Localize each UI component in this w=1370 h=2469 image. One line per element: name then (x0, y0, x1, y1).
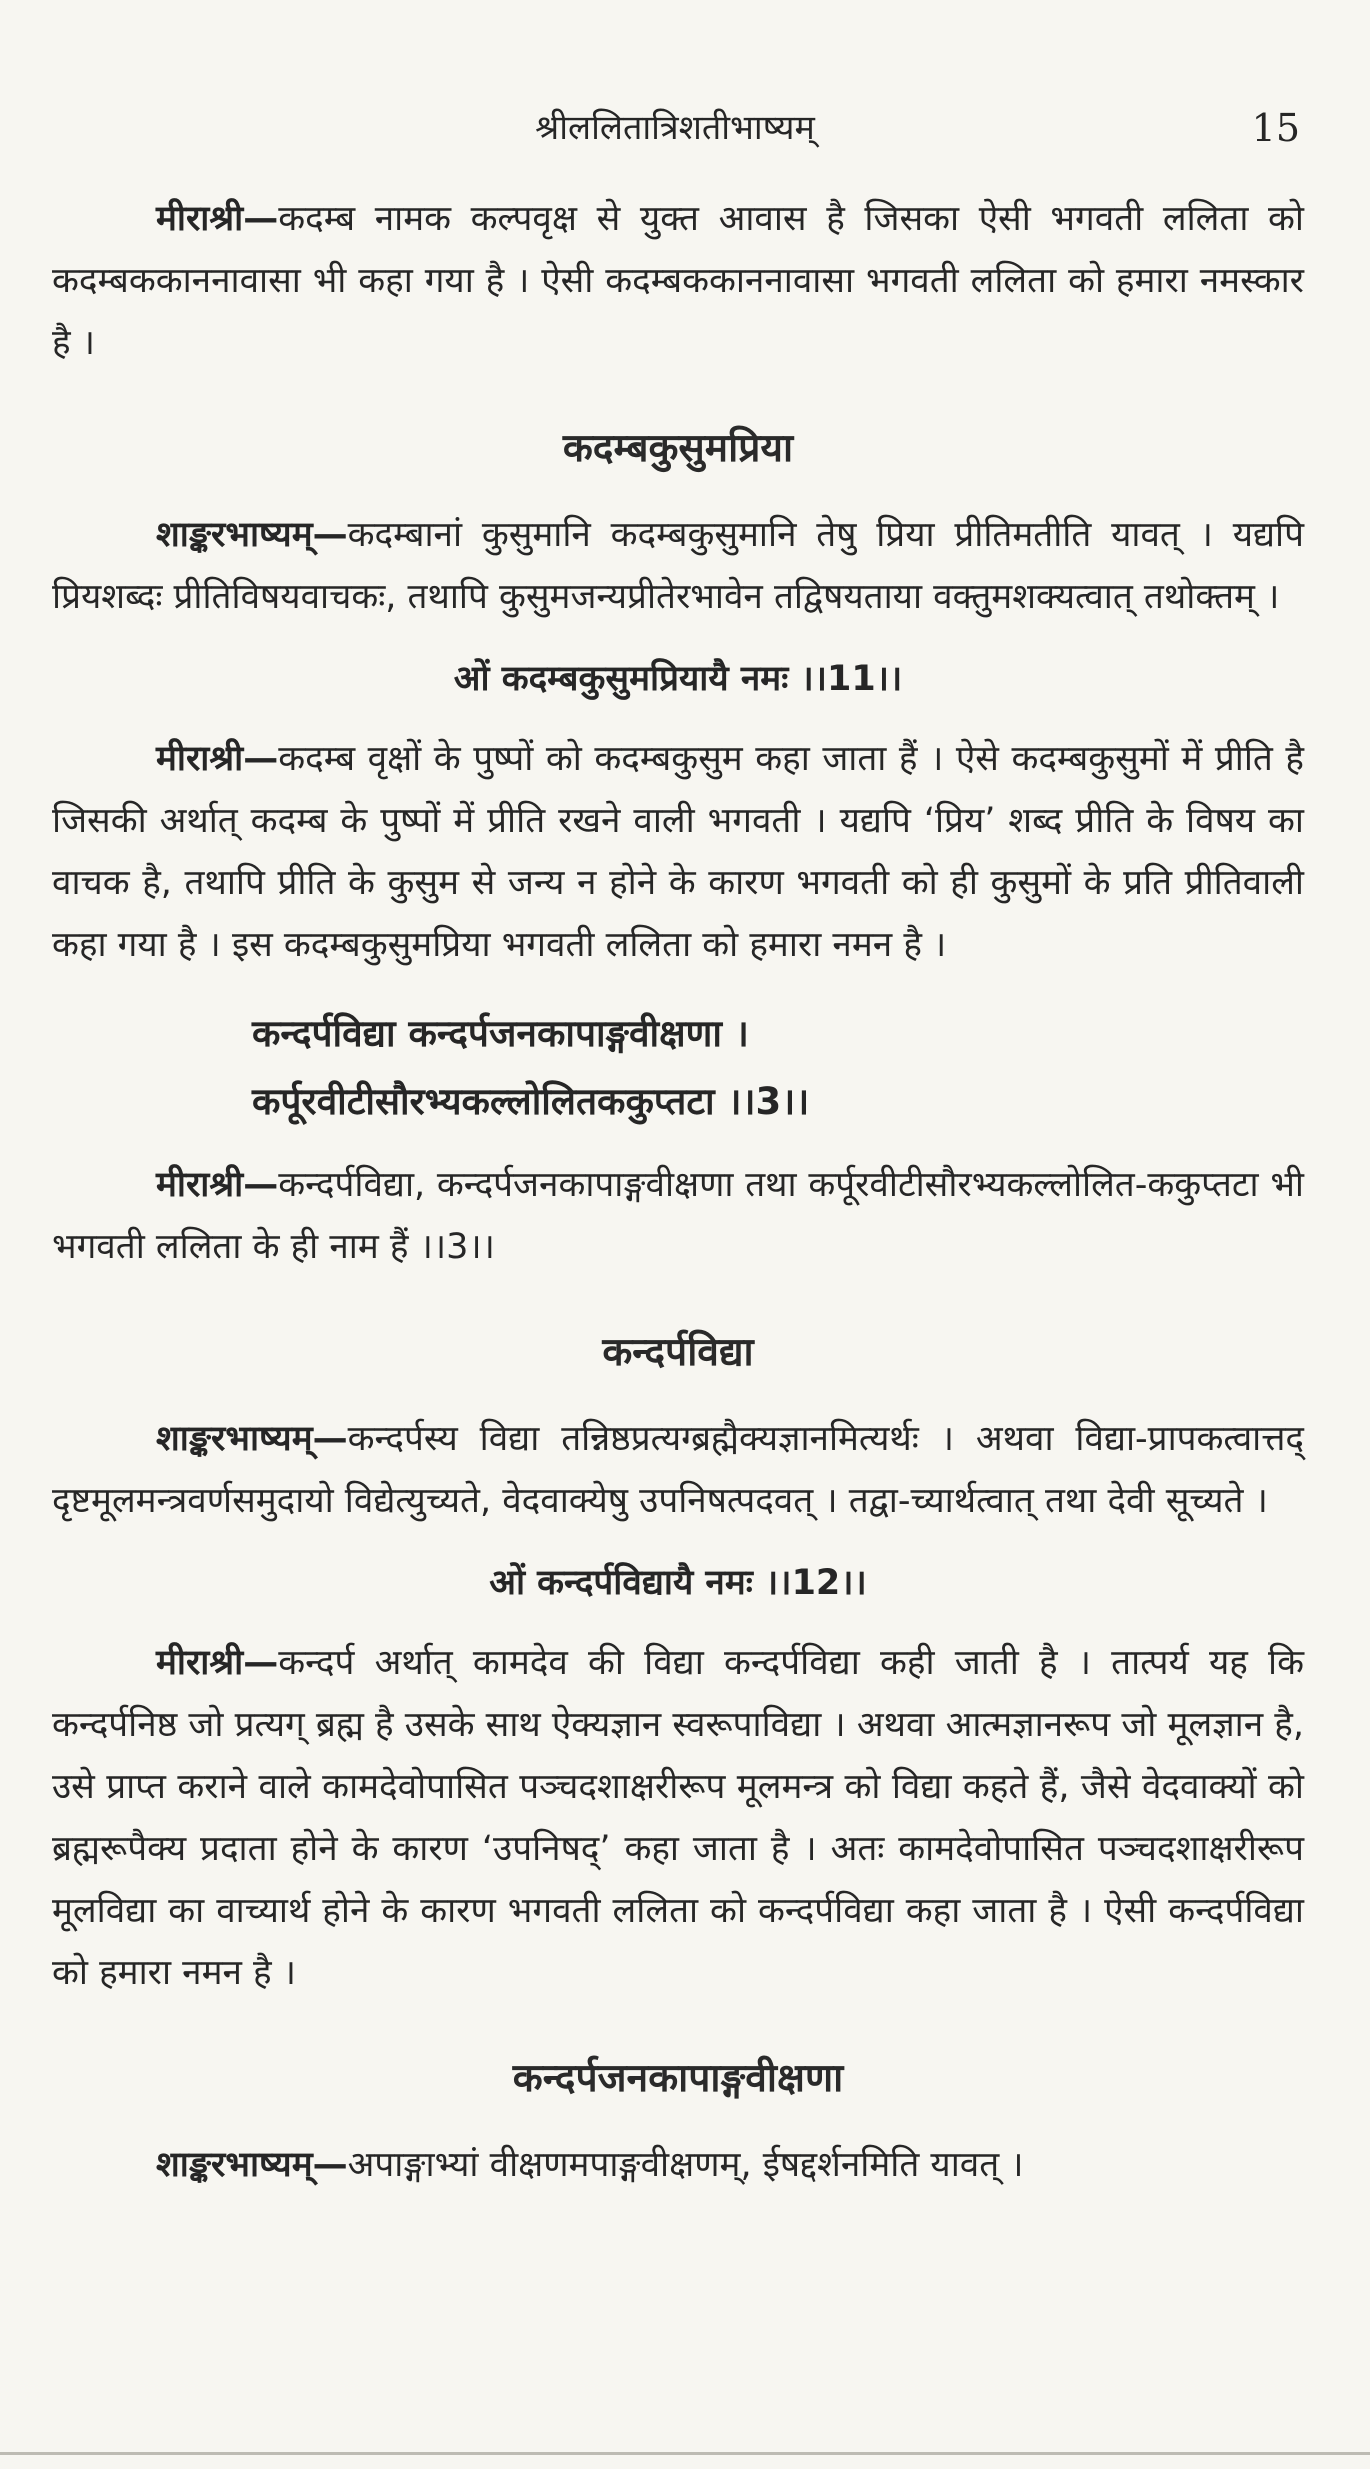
verse-line-1: कन्दर्पविद्या कन्दर्पजनकापाङ्गवीक्षणा । (252, 1012, 749, 1055)
mantra-line: ओं कदम्बकुसुमप्रियायै नमः ।।11।। (453, 659, 903, 699)
page-edge-rule (0, 2452, 1370, 2455)
section-heading: कन्दर्पविद्या (602, 1330, 754, 1375)
commentary-paragraph (52, 188, 1304, 374)
bhashya-text: अपाङ्गाभ्यां वीक्षणमपाङ्गवीक्षणम्, ईषद्दर्शनमिति यावत् । (347, 2145, 1024, 2185)
commentary-text: कन्दर्पविद्या, कन्दर्पजनकापाङ्गवीक्षणा तथा कर्पूरवीटीसौरभ्यकल्लोलित-ककुप्तटा भी भगवती ललिता के ही नाम हैं ।।3।। (52, 1165, 1304, 1267)
bhashya-paragraph (52, 504, 1304, 628)
commentary-paragraph (52, 728, 1304, 976)
commentary-label: मीराश्री— (156, 739, 279, 779)
page-number: 15 (1251, 106, 1300, 150)
section-heading: कदम्बकुसुमप्रिया (562, 426, 794, 471)
verse-line-2: कर्पूरवीटीसौरभ्यकल्लोलितककुप्तटा ।।3।। (252, 1080, 810, 1123)
section-heading: कन्दर्पजनकापाङ्गवीक्षणा (512, 2056, 844, 2101)
bhashya-paragraph (52, 1408, 1304, 1532)
commentary-paragraph (52, 1632, 1304, 2004)
bhashya-label: शाङ्करभाष्यम्— (156, 515, 348, 555)
page-content (52, 188, 1304, 2216)
bhashya-text: कदम्बानां कुसुमानि कदम्बकुसुमानि तेषु प्रिया प्रीतिमतीति यावत् । यद्यपि प्रियशब्दः प्रीतिविषयवाचकः, तथापि कुसुमजन्यप्रीतेरभावेन तद्विषयताया वक्तुमशक्यत्वात् तथोक्तम् । (52, 515, 1304, 617)
bhashya-text: कन्दर्पस्य विद्या तन्निष्ठप्रत्यग्ब्रह्मैक्यज्ञानमित्यर्थः । अथवा विद्या-प्रापकत्वात्तद् दृष्टमूलमन्त्रवर्णसमुदायो विद्येत्युच्यते, वेदवाक्येषु उपनिषत्पदवत् । तद्वा-च्यार्थत्वात् तथा देवी सूच्यते । (52, 1419, 1304, 1521)
commentary-text: कदम्ब वृक्षों के पुष्पों को कदम्बकुसुम कहा जाता हैं । ऐसे कदम्बकुसुमों में प्रीति है जिसकी अर्थात् कदम्ब के पुष्पों में प्रीति रखने वाली भगवती । यद्यपि ‘प्रिय’ शब्द प्रीति के विषय का वाचक है, तथापि प्रीति के कुसुम से जन्य न होने के कारण भगवती को ही कुसुमों के प्रति प्रीतिवाली कहा गया है । इस कदम्बकुसुमप्रिया भगवती ललिता को हमारा नमन है । (52, 739, 1304, 965)
bhashya-paragraph (52, 2134, 1304, 2196)
commentary-label: मीराश्री— (156, 1165, 279, 1205)
bhashya-label: शाङ्करभाष्यम्— (156, 2145, 348, 2185)
commentary-label: मीराश्री— (156, 199, 279, 239)
running-title: श्रीललितात्रिशतीभाष्यम् (535, 108, 815, 148)
commentary-text: कन्दर्प अर्थात् कामदेव की विद्या कन्दर्पविद्या कही जाती है । तात्पर्य यह कि कन्दर्पनिष्ठ जो प्रत्यग् ब्रह्म है उसके साथ ऐक्यज्ञान स्वरूपाविद्या । अथवा आत्मज्ञानरूप जो मूलज्ञान है, उसे प्राप्त कराने वाले कामदेवोपासित पञ्चदशाक्षरीरूप मूलमन्त्र को विद्या कहते हैं, जैसे वेदवाक्यों को ब्रह्मरूपैक्य प्रदाता होने के कारण ‘उपनिषद्’ कहा जाता है । अतः कामदेवोपासित पञ्चदशाक्षरीरूप मूलविद्या का वाच्यार्थ होने के कारण भगवती ललिता को कन्दर्पविद्या कहा जाता है । ऐसी कन्दर्पविद्या को हमारा नमन है । (52, 1643, 1304, 1993)
running-header (50, 98, 1300, 158)
bhashya-label: शाङ्करभाष्यम्— (156, 1419, 348, 1459)
verse-block (52, 1000, 1304, 1136)
mantra-line: ओं कन्दर्पविद्यायै नमः ।।12।। (489, 1563, 867, 1603)
commentary-paragraph (52, 1154, 1304, 1278)
commentary-label: मीराश्री— (156, 1643, 279, 1683)
commentary-text: कदम्ब नामक कल्पवृक्ष से युक्त आवास है जिसका ऐसी भगवती ललिता को कदम्बककाननावासा भी कहा गया है । ऐसी कदम्बककाननावासा भगवती ललिता को हमारा नमस्कार है । (52, 199, 1304, 363)
